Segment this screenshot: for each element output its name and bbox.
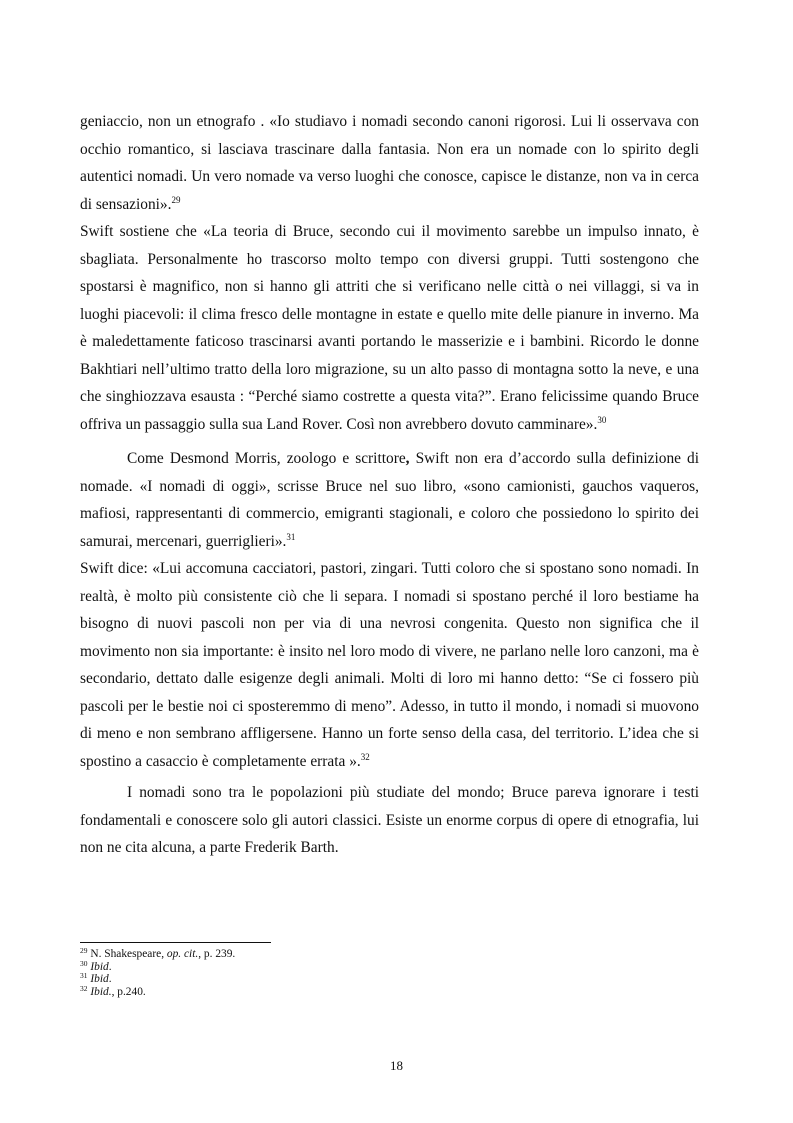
paragraph-3 <box>80 445 699 555</box>
paragraph-3-text-a: Come Desmond Morris, zoologo e scrittore <box>127 450 406 467</box>
footnote-number: 29 <box>80 946 88 955</box>
paragraph-4-text: Swift dice: «Lui accomuna cacciatori, pastori, zingari. Tutti coloro che si spostano sono nomadi. In realtà, è molto più consistente ciò che li separa. I nomadi si spostano perché il loro bestiame ha bisogno di nuovi pascoli non per via di una nevrosi congenita. Questo non significa che il movimento non sia importante: è insito nel loro modo di vivere, ne parlano nelle loro canzoni, ma è secondario, dettato dalle esigenze degli animali. Molti di loro mi hanno detto: “Se ci fossero più pascoli per le bestie noi ci sposteremmo di meno”. Adesso, in tutto il mondo, i nomadi si muovono di meno e non sembrano affligersene. Hanno un forte senso della casa, del territorio. L’idea che si spostino a casaccio è completamente errata ». <box>80 560 699 770</box>
page-body <box>80 108 699 862</box>
paragraph-5-text: I nomadi sono tra le popolazioni più studiate del mondo; Bruce pareva ignorare i testi fondamentali e conoscere solo gli autori classici. Esiste un enorme corpus di opere di etnografia, lui non ne cita alcuna, a parte Frederik Barth. <box>80 784 699 856</box>
footnote-italic: op. cit. <box>166 948 199 960</box>
footnote-text-end: , p. 239. <box>198 948 236 960</box>
paragraph-1-text: geniaccio, non un etnografo . «Io studiavo i nomadi secondo canoni rigorosi. Lui li osservava con occhio romantico, si lasciava trascinare dalla fantasia. Non era un nomade con lo spirito degli autentici nomadi. Un vero nomade va verso luoghi che conosce, capisce le distanze, non va in cerca di sensazioni». <box>80 113 699 213</box>
paragraph-3-text-b: Swift non era d’accordo sulla definizione di nomade. «I nomadi di oggi», scrisse Bruce nel suo libro, «sono camionisti, gauchos vaqueros, mafiosi, rappresentanti di commercio, emigranti stagionali, e coloro che possiedono lo spirito dei samurai, mercenari, guerriglieri». <box>80 450 700 550</box>
paragraph-4 <box>80 555 699 775</box>
footnote-30 <box>80 958 480 974</box>
footnote-text-end: . <box>108 973 112 986</box>
paragraph-2-text: Swift sostiene che «La teoria di Bruce, secondo cui il movimento sarebbe un impulso innato, è sbagliata. Personalmente ho trascorso molto tempo con diversi gruppi. Tutti sostengono che spostarsi è magnifico, non si hanno gli attriti che si verificano nelle città o nei villaggi, si va in luoghi piacevoli: il clima fresco delle montagne in estate e quello mite delle pianure in inverno. Ma è maledettamente faticoso trascinarsi avanti portando le masserizie e i bambini. Ricordo le donne Bakhtiari nell’ultimo tratto della loro migrazione, su un alto passo di montagna sotto la neve, e una che singhiozzava esausta : “Perché siamo costrette a questa vita?”. Erano felicissime quando Bruce offriva un passaggio sulla sua Land Rover. Così non avrebbero dovuto camminare». <box>80 223 699 433</box>
footnote-italic: Ibid. <box>90 985 112 998</box>
footnotes <box>80 948 480 998</box>
page-number: 18 <box>390 1058 403 1073</box>
footnote-italic: Ibid <box>90 960 109 973</box>
footnote-italic: Ibid <box>90 973 109 986</box>
footnote-ref-32[interactable]: 32 <box>360 751 370 762</box>
footnote-number: 32 <box>80 983 88 993</box>
paragraph-3-bold-comma: , <box>405 450 410 467</box>
footnote-ref-29[interactable]: 29 <box>171 194 181 205</box>
footnote-ref-31[interactable]: 31 <box>286 531 296 542</box>
footnote-31 <box>80 973 480 986</box>
footnote-ref-30[interactable]: 30 <box>597 414 607 425</box>
footnote-29 <box>80 948 480 961</box>
footnote-number: 30 <box>80 958 88 968</box>
footnote-text: N. Shakespeare, <box>90 948 167 960</box>
paragraph-2 <box>80 218 699 438</box>
footnote-text-end: . <box>108 960 112 973</box>
footnote-number: 31 <box>80 971 88 981</box>
paragraph-1 <box>80 108 699 218</box>
footnote-separator <box>80 942 271 943</box>
footnote-text-end: , p.240. <box>111 985 146 998</box>
paragraph-5 <box>80 779 699 862</box>
footnote-32 <box>80 983 480 999</box>
